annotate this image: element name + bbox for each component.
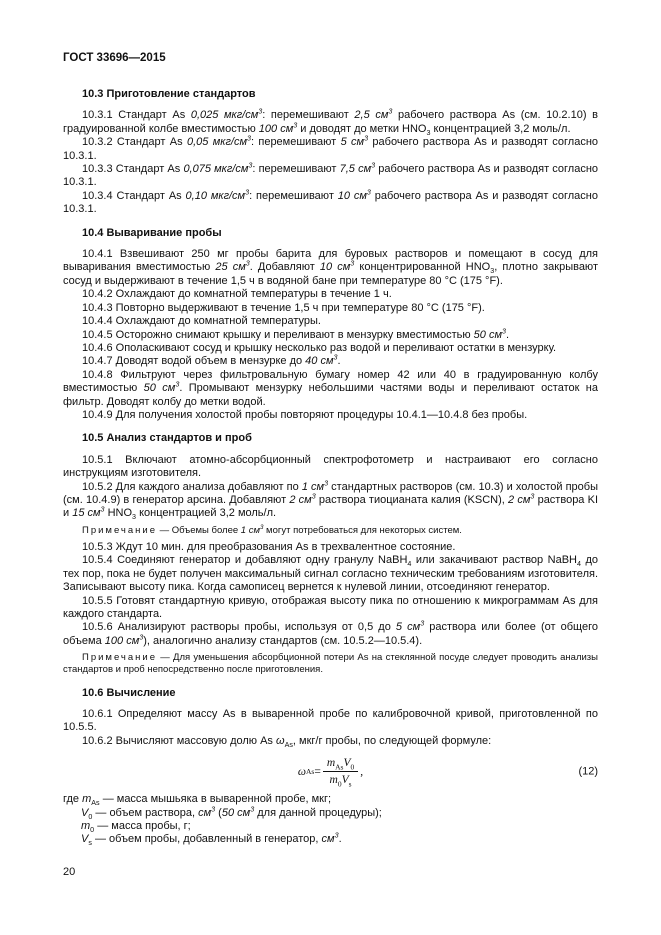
section-heading [63, 432, 598, 445]
text-segment: раствора или более (от общего объема [63, 621, 598, 647]
text-segment: стандартных растворов (см. 10.3) и холостой пробы (см. 10.4.9) в генератор арсина. Добавляют [63, 480, 598, 506]
text-segment: 0 [350, 762, 355, 772]
text-segment: 10.6.2 Вычисляют массовую долю As [82, 734, 276, 747]
paragraph [63, 541, 598, 554]
text-segment: раствора тиоцианата калия (KSCN), [315, 493, 509, 506]
text-segment: 3 [246, 134, 251, 143]
text-segment: 3 [420, 619, 425, 628]
text-segment: . Добавляют [249, 261, 320, 274]
paragraph [63, 735, 598, 748]
text-segment: = [314, 765, 321, 778]
text-segment: 3 [139, 633, 144, 642]
text-segment: : перемешивают [262, 109, 355, 122]
text-segment: 10.3.4 Стандарт As [82, 189, 186, 202]
paragraph [63, 595, 598, 622]
section-heading [63, 227, 598, 240]
text-segment: 3 [248, 161, 253, 170]
text-segment: . [337, 355, 341, 368]
text-segment: 2,5 см [354, 109, 389, 122]
paragraph [63, 326, 598, 342]
text-segment: 3 [211, 804, 216, 813]
text-segment: — Объемы более [157, 524, 241, 536]
text-segment: рабочего раствора As (см. 10.2.10) в градуированной колбе вместимостью [63, 109, 598, 135]
text-segment: . Промывают мензурку небольшими частями воды и переливают остаток на фильтр. Доводят колбу до метки водой. [63, 382, 598, 408]
text-segment: 10.4.6 Ополаскивают сосуд и крышку несколько раз водой и переливают остатки в мензурку. [82, 341, 557, 354]
text-segment: 0,05 мкг/см [186, 136, 247, 149]
text-segment: 15 см [72, 507, 101, 520]
text-segment: — объем пробы, добавленный в генератор, [91, 833, 322, 846]
text-segment: см [321, 833, 335, 846]
text-segment: 100 см [104, 634, 140, 647]
text-segment: 10.4.5 Осторожно снимают крышку и переливают в мензурку вместимостью [82, 328, 474, 341]
text-segment: 4 [577, 560, 581, 569]
text-segment: , мкг/г пробы, по следующей формуле: [292, 734, 492, 747]
paragraph [63, 248, 598, 288]
text-segment: 10.5.1 Включают атомно-абсорбционный спектрофотометр и настраивают его согласно инструкциям изготовителя. [63, 453, 598, 480]
text-segment: V [343, 757, 351, 770]
text-segment: 10.6 Вычисление [82, 686, 176, 699]
text-segment: 10 см [319, 261, 351, 274]
text-segment: 3 [426, 129, 431, 137]
text-segment: , плотно закрывают сосуд и выдерживают в течение 1,5 ч в водяной бане при температуре 80 °С (175 °F). [63, 261, 598, 287]
text-segment: рабочего раствора As и разводят согласно 10.3.1. [63, 189, 598, 216]
text-segment: 0,075 мкг/см [183, 163, 249, 176]
text-segment: 3 [530, 492, 535, 501]
text-segment: 3 [245, 259, 250, 268]
text-segment: 10.3 Приготовление стандартов [82, 88, 256, 100]
text-segment: : перемешивают [252, 163, 340, 176]
paragraph [63, 163, 598, 190]
text-segment: — масса пробы, г; [94, 819, 191, 832]
text-segment: m [326, 757, 336, 770]
text-segment: или закачивают раствор NaBH [411, 554, 577, 567]
text-segment: HNO [104, 507, 133, 520]
where-definition [63, 793, 598, 806]
text-segment: 5 см [395, 621, 421, 634]
text-segment: : перемешивают [250, 136, 341, 149]
text-segment: 3 [258, 107, 263, 116]
text-segment: 10.4.1 Взвешивают 250 мг пробы барита для буровых растворов и помещают в сосуд для вываривания вместимостью [63, 248, 598, 274]
text-segment: 10.3.2 Стандарт As [82, 136, 187, 149]
paragraph [63, 302, 598, 315]
text-segment: V [81, 833, 89, 846]
text-segment: 3 [502, 326, 506, 335]
text-segment: — Для уменьшения абсорбционной потери As на стеклянной посуде следует проводить анализы стандартов и проб непосредственно после приготовления. [63, 652, 598, 676]
text-segment: ω [275, 734, 285, 747]
text-segment: 3 [100, 505, 105, 514]
text-segment: 3 [250, 804, 255, 813]
paragraph [63, 369, 598, 409]
where-definition [63, 804, 598, 821]
text-segment: 10.4.4 Охлаждают до комнатной температуры. [82, 315, 321, 328]
text-segment: 10.4.8 Фильтруют через фильтровальную бумагу номер 42 или 40 в градуированную колбу вместимостью [63, 368, 598, 395]
text-segment: 3 [259, 523, 264, 531]
text-segment: 10.4 Вываривание пробы [82, 226, 222, 239]
text-segment: 10.5.5 Готовят стандартную кривую, отображая высоту пика по отношению к микрограммам As для каждого стандарта. [63, 594, 598, 620]
where-definition [63, 820, 598, 833]
text-segment: 3 [366, 188, 371, 197]
text-segment: 3 [490, 267, 495, 276]
text-segment: 3 [350, 259, 355, 268]
section-heading [63, 88, 598, 101]
paragraph [63, 454, 598, 481]
paragraph [63, 708, 598, 735]
text-segment: 10.3.1 Стандарт As [82, 109, 191, 122]
paragraph [63, 355, 598, 368]
equation: ω As = $\frac{m_{As}V_0}{m_0V_s}$ , [297, 757, 364, 789]
text-segment: 10.4.7 Доводят водой объем в мензурке до [82, 355, 306, 368]
text-segment: 3 [333, 353, 338, 362]
text-segment: концентрацией 3,2 моль/л. [136, 507, 277, 520]
text-segment: концентрированной HNO [354, 261, 491, 274]
formula [63, 756, 598, 787]
text-segment: 10.4.9 Для получения холостой пробы повторяют процедуры 10.4.1—10.4.8 без пробы. [82, 408, 528, 421]
text-segment: концентрацией 3,2 моль/л. [430, 122, 571, 135]
paragraph [63, 288, 598, 301]
text-segment: раствора KI и [63, 493, 599, 520]
text-segment: . [338, 833, 342, 846]
text-segment: V [341, 774, 349, 787]
text-segment: см [198, 806, 212, 819]
note [63, 525, 598, 537]
text-segment: где [63, 793, 83, 806]
section-heading [63, 687, 598, 700]
text-segment: 7,5 см [339, 163, 372, 176]
text-segment: ), аналогично анализу стандартов (см. 10.5.2—10.5.4). [143, 634, 423, 647]
text-segment: 3 [132, 513, 137, 522]
where-definition [63, 833, 598, 846]
text-segment: 25 см [215, 261, 246, 274]
text-segment: m [82, 793, 92, 806]
fraction [323, 756, 358, 787]
fraction-denominator [323, 772, 358, 787]
text-segment: : перемешивают [249, 189, 338, 202]
text-segment: 10.5.2 Для каждого анализа добавляют по [82, 480, 302, 493]
paragraph [63, 190, 598, 217]
text-segment: для данной процедуры); [254, 806, 382, 819]
text-segment: As [335, 762, 344, 772]
document-content [63, 88, 598, 847]
text-segment: 3 [245, 188, 250, 197]
text-segment: V [81, 806, 89, 819]
text-segment: 10.4.2 Охлаждают до комнатной температуры в течение 1 ч. [82, 288, 392, 301]
text-segment: As [284, 740, 293, 749]
text-segment: . [505, 328, 510, 341]
text-segment: 100 см [258, 122, 294, 135]
paragraph [63, 478, 599, 522]
text-segment: 3 [388, 107, 393, 116]
text-segment: 50 см [473, 328, 502, 341]
text-segment: 2 см [289, 493, 312, 506]
paragraph [63, 342, 598, 355]
text-segment: 0,10 мкг/см [185, 189, 246, 202]
text-segment: 3 [364, 134, 369, 143]
text-segment: 10.5.4 Соединяют генератор и добавляют одну гранулу NaBH [82, 554, 408, 567]
paragraph [63, 409, 598, 422]
text-segment: 3 [324, 478, 329, 487]
text-segment: 2 см [508, 493, 531, 506]
text-segment: 0 [90, 826, 95, 835]
text-segment: 1 см [240, 524, 260, 536]
document-header: ГОСТ 33696—2015 [63, 52, 166, 64]
text-segment: — объем раствора, [92, 806, 199, 819]
text-segment: s [348, 779, 352, 789]
text-segment: до тех пор, пока не будет получен максимальный сигнал согласно техническим требованиям изготовителя. Записывают высоту пика. Когда самописец вернется к нулевой линии, отсоединяют генератор. [63, 554, 599, 594]
paragraph [63, 109, 598, 136]
text-segment: ω [297, 765, 307, 778]
paragraph [63, 554, 598, 594]
text-segment: рабочего раствора As и разводят согласно 10.3.1. [63, 163, 599, 189]
text-segment: 10 см [337, 189, 367, 202]
text-segment: s [88, 839, 92, 848]
text-segment: 10.5.3 Ждут 10 мин. для преобразования As в трехвалентное состояние. [82, 540, 456, 553]
text-segment: и доводят до метки HNO [297, 122, 427, 135]
paragraph [63, 136, 598, 163]
text-segment: Примечание [82, 524, 157, 536]
formula-suffix: , [360, 765, 364, 778]
fraction-numerator [323, 756, 358, 772]
text-segment: m [81, 819, 91, 832]
paragraph [63, 621, 598, 648]
text-segment: 10.3.3 Стандарт As [82, 163, 184, 176]
text-segment: Примечание [82, 652, 157, 664]
text-segment: 0,025 мкг/см [190, 109, 259, 122]
text-segment: 0 [88, 812, 93, 821]
text-segment: могут потребоваться для некоторых систем. [263, 524, 462, 536]
text-segment: 5 см [340, 136, 365, 149]
text-segment: 10.5 Анализ стандартов и проб [82, 432, 252, 445]
text-segment: 10.4.3 Повторно выдерживают в течение 1,5 ч при температуре 80 °С (175 °F). [82, 301, 485, 314]
text-segment: — масса мышьяка в вываренной пробе, мкг; [99, 793, 332, 806]
text-segment: 50 см [221, 806, 251, 819]
text-segment: 40 см [305, 355, 334, 368]
note [63, 652, 598, 676]
page-number: 20 [63, 866, 76, 878]
text-segment: As [91, 799, 100, 808]
text-segment: 3 [371, 161, 376, 170]
text-segment: 3 [311, 492, 316, 501]
paragraph [63, 315, 598, 328]
text-segment: 4 [407, 560, 412, 569]
text-segment: 0 [337, 779, 342, 789]
equation-number: (12) [578, 764, 598, 777]
text-segment: рабочего раствора As и разводят согласно 10.3.1. [63, 136, 599, 162]
text-segment: ( [215, 806, 222, 819]
text-segment: 10.5.6 Анализируют растворы пробы, используя от 0,5 до [82, 621, 396, 634]
text-segment: 10.6.1 Определяют массу As в вываренной пробе по калибровочной кривой, приготовленной по 10.5.5. [63, 707, 598, 734]
text-segment: 1 см [301, 480, 325, 493]
text-segment: 3 [175, 380, 180, 389]
text-segment: 50 см [143, 382, 176, 395]
text-segment: 3 [334, 831, 339, 840]
text-segment: m [329, 774, 338, 787]
text-segment: 3 [293, 121, 298, 130]
